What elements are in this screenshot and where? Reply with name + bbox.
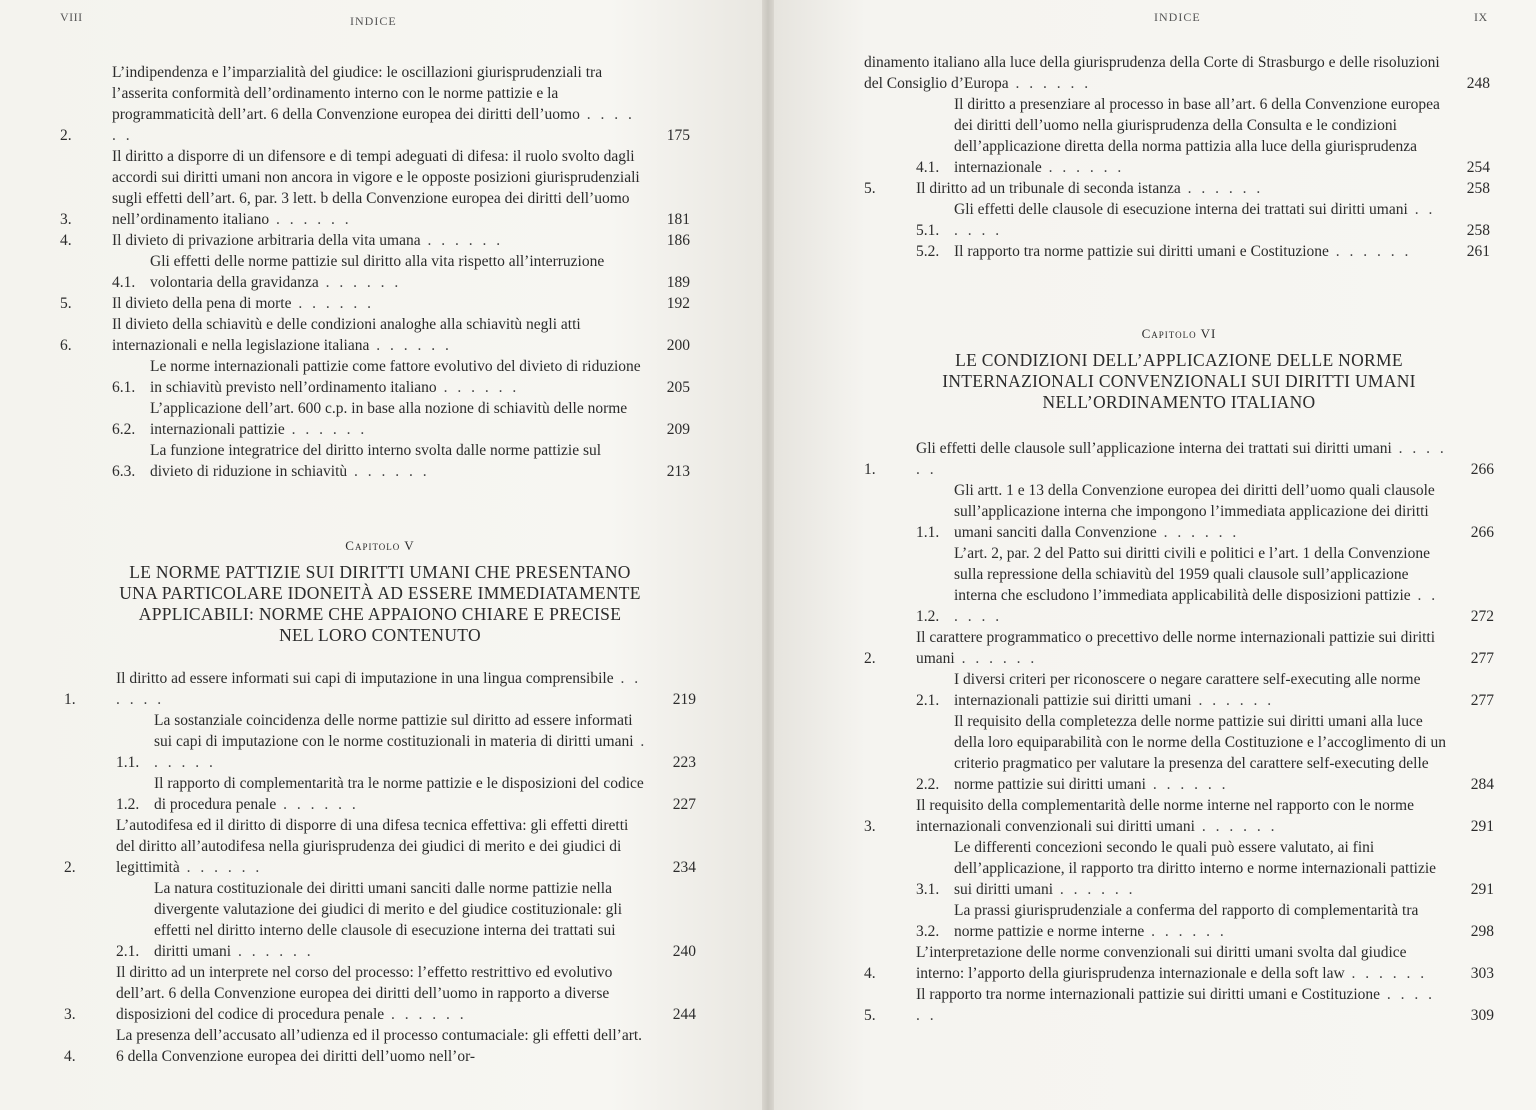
- toc-entry: [60, 146, 690, 230]
- toc-entry-page: 186: [666, 232, 690, 249]
- chapter-label: Capitolo VI: [1141, 326, 1217, 341]
- toc-entry-page: 309: [1470, 1007, 1494, 1024]
- toc-entry-page: 192: [666, 295, 690, 312]
- toc-entry: [60, 251, 690, 293]
- toc-entry-page: 284: [1470, 776, 1494, 793]
- toc-entry-title: L’applicazione dell’art. 600 c.p. in base alla nozione di schiavitù delle norme internazionali pattizie . . . . . .: [150, 400, 628, 438]
- toc-entry-page: 213: [666, 463, 690, 480]
- toc-entry-page: 181: [666, 211, 690, 228]
- toc-entry-title: L’autodifesa ed il diritto di disporre di una difesa tecnica effettiva: gli effetti diretti del diritto all’autodifesa nella giurisprudenza dei giudici di merito e dei giudici di legittimità . . . . . .: [116, 817, 629, 876]
- toc-entry-title: Gli artt. 1 e 13 della Convenzione europea dei diritti dell’uomo quali clausole sull’applicazione interna che impongono l’immediata applicazione dei diritti umani sanciti dalla Convenzione . . . . . .: [954, 482, 1435, 541]
- leader-dots: . . . . . .: [1008, 75, 1092, 92]
- page-number: IX: [1474, 10, 1488, 24]
- toc-entry: [864, 241, 1490, 262]
- toc-entry: [864, 543, 1494, 627]
- leader-dots: . . . . . .: [116, 670, 642, 708]
- leader-dots: . . . . . .: [916, 440, 1447, 478]
- leader-dots: . . . . . .: [1156, 524, 1240, 541]
- toc-entry: [864, 711, 1494, 795]
- leader-dots: . . . . . .: [1328, 243, 1412, 260]
- toc-entry-title: Le differenti concezioni secondo le quali può essere valutato, ai fini dell’applicazione, il rapporto tra diritto interno e norme internazionali pattizie sui diritti umani . . . . . .: [954, 839, 1437, 898]
- toc-entry-page: 254: [1466, 159, 1490, 176]
- toc-entry-number: 2.1.: [116, 943, 140, 960]
- leader-dots: . . . . . .: [269, 211, 352, 228]
- chapter-title-line: INTERNAZIONALI CONVENZIONALI SUI DIRITTI UMANI: [942, 371, 1416, 391]
- toc-entry-title: La sostanziale coincidenza delle norme pattizie sul diritto ad essere informati sui capi di imputazione con le norme costituzionali in materia di diritti umani . . . . . .: [154, 712, 648, 771]
- toc-entry-title: Il diritto ad essere informati sui capi di imputazione in una lingua comprensibile . . . . . .: [116, 670, 642, 708]
- toc-entry: [64, 710, 696, 773]
- leader-dots: . . . . . .: [318, 274, 402, 291]
- toc-entry: [864, 795, 1494, 837]
- toc-entry-title: La natura costituzionale dei diritti umani sanciti dalle norme pattizie nella divergente valutazione dei giudici di merito e del giudice costituzionale: gli effetti nel diritto interno delle clausole di esecuzione interna dei trattati sui diritti umani . . . . . .: [154, 880, 623, 960]
- toc-entry-number: 5.2.: [916, 243, 940, 260]
- toc-entry: [64, 1025, 696, 1067]
- toc-entry-page: 248: [1466, 75, 1490, 92]
- toc-entry: [864, 900, 1494, 942]
- toc-entry: [864, 480, 1494, 543]
- leader-dots: . . . . . .: [384, 1006, 467, 1023]
- toc-entry-title: La prassi giurisprudenziale a conferma del rapporto di complementarità tra norme pattizie e norme interne . . . . . .: [954, 902, 1419, 940]
- right-page: [774, 0, 1536, 1110]
- toc-entry-page: 200: [666, 337, 690, 354]
- leader-dots: . . . . . .: [1144, 923, 1227, 940]
- toc-entry-number: 5.: [60, 295, 72, 312]
- toc-entry-title: Il divieto della schiavitù e delle condizioni analoghe alla schiavitù negli atti internazionali e nella legislazione italiana . . . . . .: [112, 316, 581, 354]
- toc-entry-title: L’art. 2, par. 2 del Patto sui diritti civili e politici e l’art. 1 della Convenzione sulla repressione della schiavitù del 1959 quali clausole sull’applicazione interna che escludono l’immediata applicabilità delle disposizioni pattizie . . . . . .: [954, 545, 1439, 625]
- toc-entry: [60, 293, 690, 314]
- leader-dots: . . . . . .: [347, 463, 430, 480]
- toc-entry-number: 2.: [64, 859, 76, 876]
- toc-list-top: [60, 62, 690, 482]
- toc-entry-title: La funzione integratrice del diritto interno svolta dalle norme pattizie sul divieto di riduzione in schiavitù . . . . . .: [150, 442, 602, 480]
- toc-entry-title: Gli effetti delle norme pattizie sul diritto alla vita rispetto all’interruzione volontaria della gravidanza . . . . . .: [150, 253, 605, 291]
- toc-entry: [864, 942, 1494, 984]
- toc-entry-number: 5.: [864, 1007, 876, 1024]
- toc-entry-page: 227: [672, 796, 696, 813]
- leader-dots: . . . . . .: [1344, 965, 1428, 982]
- toc-entry-number: 3.: [64, 1006, 76, 1023]
- leader-dots: . . . . . .: [420, 232, 504, 249]
- toc-entry-number: 4.: [64, 1048, 76, 1065]
- toc-entry-page: 258: [1466, 180, 1490, 197]
- toc-entry-number: 3.2.: [916, 923, 940, 940]
- toc-entry-page: 266: [1470, 524, 1494, 541]
- toc-entry: [864, 627, 1494, 669]
- toc-entry: [64, 815, 696, 878]
- toc-entry-number: 3.: [60, 211, 72, 228]
- toc-entry-title: L’interpretazione delle norme convenzionali sui diritti umani svolta dal giudice interno: l’apporto della giurisprudenza internazionale e della soft law . . . . . .: [916, 944, 1428, 982]
- chapter-title-line: UNA PARTICOLARE IDONEITÀ AD ESSERE IMMEDIATAMENTE: [119, 583, 641, 603]
- toc-entry-title: La presenza dell’accusato all’udienza ed il processo contumaciale: gli effetti dell’art. 6 della Convenzione europea dei diritti dell’uomo nell’or-: [116, 1027, 643, 1065]
- chapter-title-line: NELL’ORDINAMENTO ITALIANO: [1042, 392, 1316, 412]
- toc-entry-title: L’indipendenza e l’imparzialità del giudice: le oscillazioni giurisprudenziali tra l’asserita conformità dell’ordinamento interno con le norme pattizie e la programmaticità dell’art. 6 della Convenzione europea dei diritti dell’uomo . . . . . .: [112, 64, 635, 144]
- chapter-label: Capitolo V: [345, 538, 415, 553]
- toc-entry-number: 2.1.: [916, 692, 940, 709]
- toc-entry-title: Le norme internazionali pattizie come fattore evolutivo del divieto di riduzione in schiavitù previsto nell’ordinamento italiano . . . . . .: [150, 358, 641, 396]
- toc-entry: [864, 94, 1490, 178]
- toc-entry-title: Il rapporto di complementarità tra le norme pattizie e le disposizioni del codice di procedura penale . . . . . .: [154, 775, 644, 813]
- toc-entry-number: 2.2.: [916, 776, 940, 793]
- toc-entry-page: 303: [1470, 965, 1494, 982]
- toc-entry-number: 1.: [864, 461, 876, 478]
- chapter-title-line: NEL LORO CONTENUTO: [279, 625, 481, 645]
- toc-entry-title: Il rapporto tra norme internazionali pattizie sui diritti umani e Costituzione . . . . . .: [916, 986, 1436, 1024]
- toc-entry-page: 291: [1470, 881, 1494, 898]
- toc-entry-number: 5.1.: [916, 222, 940, 239]
- toc-entry-number: 3.: [864, 818, 876, 835]
- leader-dots: . . . . . .: [276, 796, 359, 813]
- leader-dots: . . . . . .: [954, 587, 1439, 625]
- toc-entry-page: 189: [666, 274, 690, 291]
- leader-dots: . . . . . .: [954, 201, 1436, 239]
- toc-entry-page: 223: [672, 754, 696, 771]
- toc-entry-title: Il diritto ad un interprete nel corso del processo: l’effetto restrittivo ed evolutivo dell’art. 6 della Convenzione europea dei diritti dell’uomo in rapporto a diverse disposizioni del codice di procedura penale . . . . . .: [116, 964, 613, 1023]
- toc-entry: [864, 669, 1494, 711]
- toc-entry-number: 3.1.: [916, 881, 940, 898]
- chapter-title-line: LE CONDIZIONI DELL’APPLICAZIONE DELLE NORME: [955, 350, 1403, 370]
- toc-entry: [60, 356, 690, 398]
- chapter-heading: [894, 326, 1464, 413]
- leader-dots: . . . . . .: [231, 943, 314, 960]
- leader-dots: . . . . . .: [284, 421, 368, 438]
- toc-entry-title: Gli effetti delle clausole sull’applicazione interna dei trattati sui diritti umani . . . . . .: [916, 440, 1447, 478]
- toc-entry: [864, 984, 1494, 1026]
- toc-entry-number: 6.3.: [112, 463, 136, 480]
- chapter-title: [100, 562, 660, 646]
- toc-entry-page: 261: [1466, 243, 1490, 260]
- toc-entry-title: Il diritto ad un tribunale di seconda istanza . . . . . .: [916, 180, 1264, 197]
- toc-entry-number: 4.: [864, 965, 876, 982]
- toc-entry: [64, 878, 696, 962]
- toc-entry: [864, 52, 1490, 94]
- toc-entry-page: 272: [1470, 608, 1494, 625]
- toc-entry-number: 5.: [864, 180, 876, 197]
- toc-entry: [60, 398, 690, 440]
- toc-entry-page: 209: [666, 421, 690, 438]
- toc-entry-title: Gli effetti delle clausole di esecuzione interna dei trattati sui diritti umani . . . . . .: [954, 201, 1436, 239]
- toc-entry: [60, 440, 690, 482]
- toc-entry-number: 1.2.: [116, 796, 140, 813]
- toc-entry: [64, 773, 696, 815]
- toc-entry: [60, 314, 690, 356]
- toc-entry-number: 6.2.: [112, 421, 136, 438]
- toc-entry-number: 2.: [60, 127, 72, 144]
- leader-dots: . . . . . .: [369, 337, 452, 354]
- toc-entry-title: Il requisito della completezza delle norme pattizie sui diritti umani alla luce della loro equiparabilità con le norme della Costituzione e l’accoglimento di un criterio pragmatico per valutare la presenza del carattere self-executing delle norme pattizie sui diritti umani . . . . . .: [954, 713, 1446, 793]
- chapter-title: [894, 350, 1464, 413]
- toc-entry-title: Il requisito della complementarità delle norme interne nel rapporto con le norme internazionali convenzionali sui diritti umani . . . . . .: [916, 797, 1414, 835]
- toc-list-bottom: [64, 668, 696, 1067]
- toc-entry: [60, 230, 690, 251]
- toc-entry-title: Il divieto di privazione arbitraria della vita umana . . . . . .: [112, 232, 504, 249]
- toc-entry: [864, 438, 1494, 480]
- toc-entry: [64, 962, 696, 1025]
- leader-dots: . . . . . .: [1041, 159, 1125, 176]
- toc-entry-page: 234: [672, 859, 696, 876]
- toc-entry-number: 1.1.: [916, 524, 940, 541]
- page-number: VIII: [60, 10, 83, 24]
- toc-entry-page: 266: [1470, 461, 1494, 478]
- toc-entry-number: 1.1.: [116, 754, 140, 771]
- toc-entry-page: 219: [672, 691, 696, 708]
- leader-dots: . . . . . .: [1146, 776, 1229, 793]
- toc-entry-page: 205: [666, 379, 690, 396]
- toc-entry: [864, 178, 1490, 199]
- running-head: INDICE: [350, 14, 397, 28]
- chapter-heading: [100, 538, 660, 646]
- toc-entry: [64, 668, 696, 710]
- leader-dots: . . . . . .: [1053, 881, 1136, 898]
- toc-list-top: [864, 52, 1490, 262]
- toc-entry-page: 298: [1470, 923, 1494, 940]
- toc-entry-title: I diversi criteri per riconoscere o negare carattere self-executing alle norme internazionali pattizie sui diritti umani . . . . . .: [954, 671, 1421, 709]
- toc-entry-page: 291: [1470, 818, 1494, 835]
- running-head: INDICE: [1154, 10, 1201, 24]
- leader-dots: . . . . . .: [112, 106, 635, 144]
- chapter-title-line: LE NORME PATTIZIE SUI DIRITTI UMANI CHE PRESENTANO: [129, 562, 631, 582]
- leader-dots: . . . . . .: [954, 650, 1038, 667]
- leader-dots: . . . . . .: [154, 733, 648, 771]
- leader-dots: . . . . . .: [436, 379, 520, 396]
- toc-entry-page: 277: [1470, 692, 1494, 709]
- toc-entry-page: 258: [1466, 222, 1490, 239]
- leader-dots: . . . . . .: [916, 986, 1436, 1024]
- toc-entry-page: 175: [666, 127, 690, 144]
- toc-entry-number: 6.1.: [112, 379, 136, 396]
- leader-dots: . . . . . .: [291, 295, 374, 312]
- leader-dots: . . . . . .: [1191, 692, 1275, 709]
- toc-entry: [864, 837, 1494, 900]
- toc-entry-title: Il diritto a disporre di un difensore e di tempi adeguati di difesa: il ruolo svolto dagli accordi sui diritti umani non ancora in vigore e le opposte posizioni giurisprudenziali sugli effetti dell’art. 6, par. 3 lett. b della Convenzione europea dei diritti dell’uomo nell’ordinamento italiano . . . . . .: [112, 148, 640, 228]
- toc-entry-title: Il rapporto tra norme pattizie sui diritti umani e Costituzione . . . . . .: [954, 243, 1412, 260]
- chapter-title-line: APPLICABILI: NORME CHE APPAIONO CHIARE E PRECISE: [138, 604, 622, 624]
- toc-entry-number: 6.: [60, 337, 72, 354]
- toc-entry-title: Il diritto a presenziare al processo in base all’art. 6 della Convenzione europea dei diritti dell’uomo nella giurisprudenza della Consulta e le condizioni dell’applicazione diretta della norma pattizia alla luce della giurisprudenza internazionale . . . . . .: [954, 96, 1440, 176]
- toc-entry-title: dinamento italiano alla luce della giurisprudenza della Corte di Strasburgo e delle risoluzioni del Consiglio d’Europa . . . . . .: [864, 54, 1440, 92]
- left-page: [0, 0, 762, 1110]
- toc-entry-number: 1.2.: [916, 608, 940, 625]
- toc-entry-number: 4.1.: [916, 159, 940, 176]
- toc-entry-title: Il carattere programmatico o precettivo delle norme internazionali pattizie sui diritti umani . . . . . .: [916, 629, 1436, 667]
- toc-entry-page: 244: [672, 1006, 696, 1023]
- toc-entry-number: 1.: [64, 691, 76, 708]
- toc-list-bottom: [864, 438, 1494, 1026]
- toc-entry: [60, 62, 690, 146]
- leader-dots: . . . . . .: [179, 859, 263, 876]
- leader-dots: . . . . . .: [1194, 818, 1278, 835]
- leader-dots: . . . . . .: [1180, 180, 1264, 197]
- toc-entry-number: 4.1.: [112, 274, 136, 291]
- toc-entry-title: Il divieto della pena di morte . . . . . .: [112, 295, 374, 312]
- toc-entry-number: 4.: [60, 232, 72, 249]
- book-gutter: [762, 0, 774, 1110]
- toc-entry-page: 277: [1470, 650, 1494, 667]
- toc-entry-page: 240: [672, 943, 696, 960]
- toc-entry-number: 2.: [864, 650, 876, 667]
- toc-entry: [864, 199, 1490, 241]
